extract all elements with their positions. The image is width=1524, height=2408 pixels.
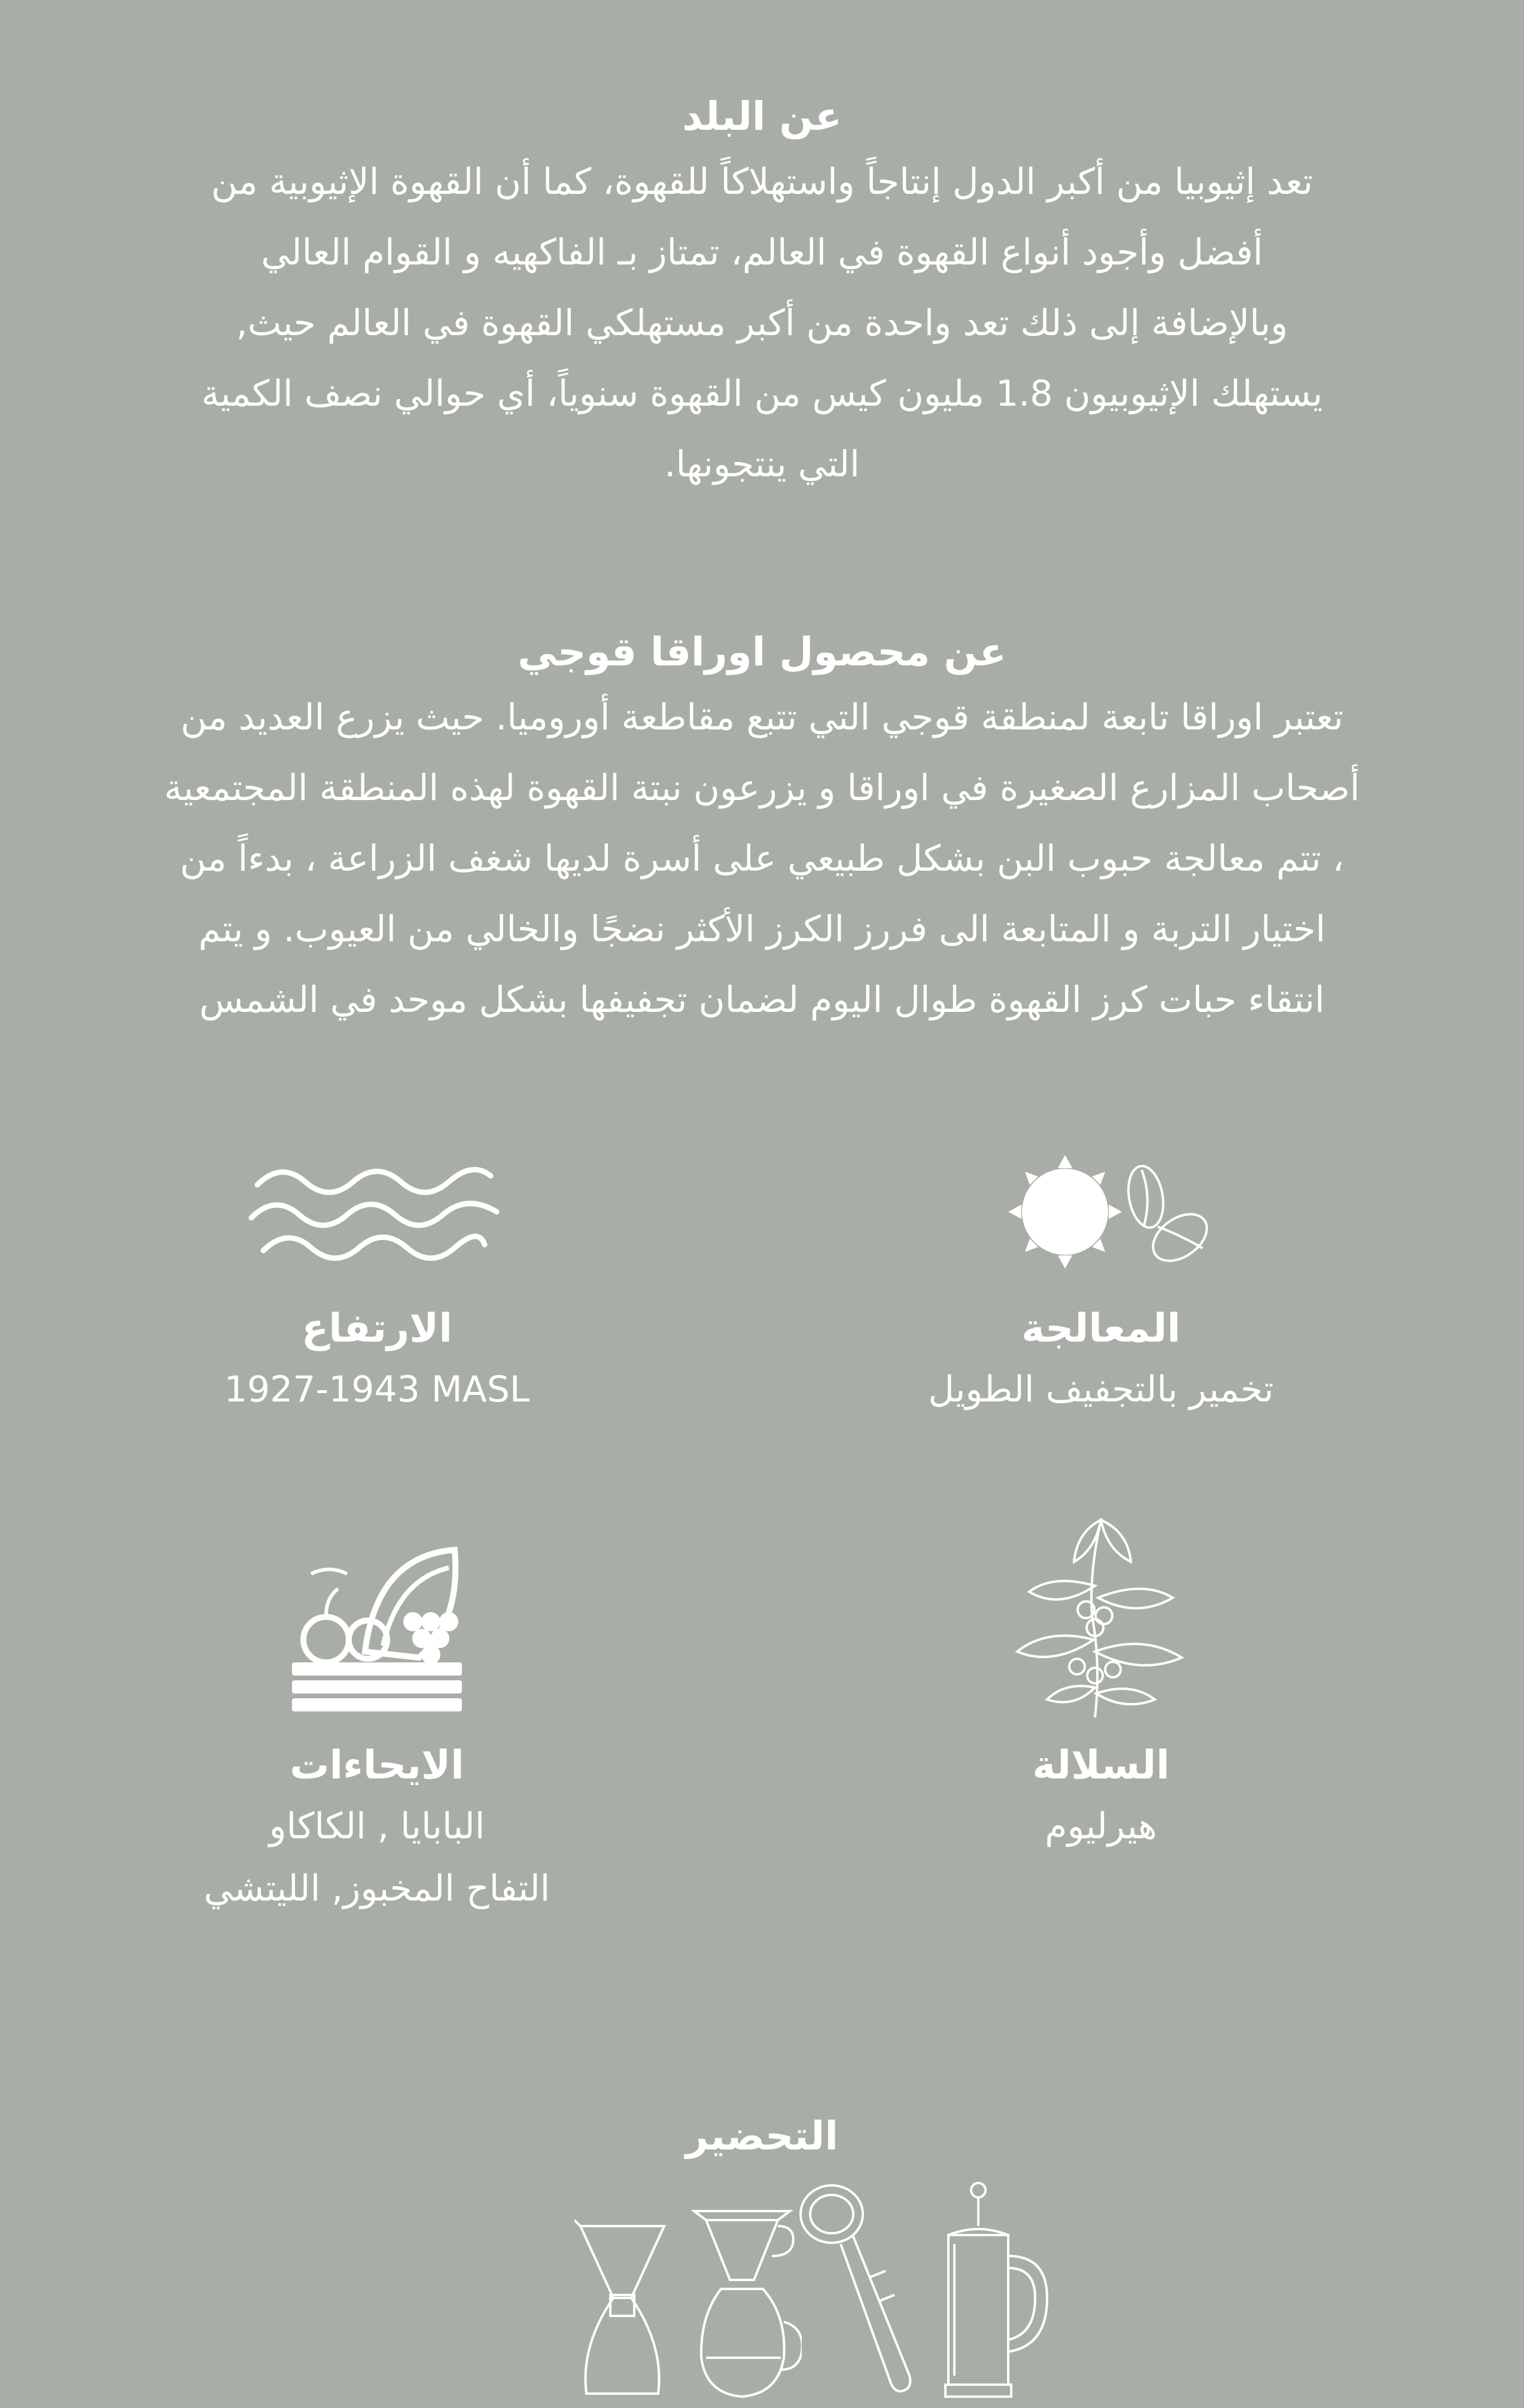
notes-title: الايحاءات [290, 1742, 464, 1788]
processing-feature [802, 1149, 1400, 1421]
altitude-value: 1927-1943 MASL [224, 1369, 530, 1410]
country-line-3: وبالإضافة إلى ذلك تعد واحدة من أكبر مستهلكي القهوة في العالم حيث, [236, 302, 1288, 344]
variety-feature [802, 1508, 1400, 1857]
preparation-title: التحضير [686, 2113, 838, 2159]
crop-paragraph [0, 682, 1524, 1035]
waves-icon [245, 1149, 509, 1281]
coffee-plant-icon [1005, 1508, 1197, 1723]
sun-beans-icon [987, 1149, 1215, 1281]
portafilter-icon [796, 2178, 927, 2406]
country-paragraph [0, 147, 1524, 500]
v60-dripper-icon [688, 2178, 802, 2406]
crop-line-5: انتقاء حبات كرز القهوة طوال اليوم لضمان تجفيفها بشكل موحد في الشمس [199, 979, 1325, 1021]
variety-title: السلالة [1032, 1742, 1170, 1788]
crop-section [0, 622, 1524, 1035]
country-line-4: يستهلك الإثيوبيون 1.8 مليون كيس من القهوة سنوياً، أي حوالي نصف الكمية [201, 373, 1323, 415]
notes-value [78, 1795, 676, 1920]
chemex-icon [574, 2178, 670, 2406]
notes-line-2: التفاح المخبوز, الليتشي [203, 1868, 550, 1910]
country-line-1: تعد إثيوبيا من أكبر الدول إنتاجاً واستهلاكاً للقهوة، كما أن القهوة الإثيوبية من [211, 161, 1313, 203]
crop-line-3: ، تتم معالجة حبوب البن بشكل طبيعي على أسرة لديها شغف الزراعة ، بدءاً من [180, 838, 1344, 880]
altitude-feature [78, 1149, 676, 1421]
crop-title: عن محصول اوراقا قوجي [518, 629, 1006, 675]
country-section [0, 87, 1524, 500]
crop-line-2: أصحاب المزارع الصغيرة في اوراقا و يزرعون نبتة القهوة لهذه المنطقة المجتمعية [164, 767, 1360, 809]
fruit-crate-icon [281, 1532, 473, 1723]
preparation-section [0, 2106, 1524, 2166]
french-press-icon [936, 2178, 1056, 2406]
altitude-title: الارتفاع [302, 1305, 452, 1351]
processing-value: تخمير بالتجفيف الطويل [928, 1369, 1274, 1410]
crop-line-1: تعتبر اوراقا تابعة لمنطقة قوجي التي تتبع مقاطعة أوروميا. حيث يزرع العديد من [180, 697, 1344, 738]
country-line-5: التي ينتجونها. [664, 443, 860, 485]
variety-value: هيرليوم [1045, 1805, 1157, 1847]
country-title: عن البلد [682, 93, 842, 139]
notes-line-1: البابايا , الكاكاو [269, 1805, 485, 1847]
country-line-2: أفضل وأجود أنواع القهوة في العالم، تمتاز بـ الفاكهيه و القوام العالي [261, 232, 1263, 273]
processing-title: المعالجة [1021, 1305, 1181, 1351]
crop-line-4: اختيار التربة و المتابعة الى فررز الكرز الأكثر نضجًا والخالي من العيوب. و يتم [198, 908, 1326, 950]
notes-feature [78, 1532, 676, 1920]
